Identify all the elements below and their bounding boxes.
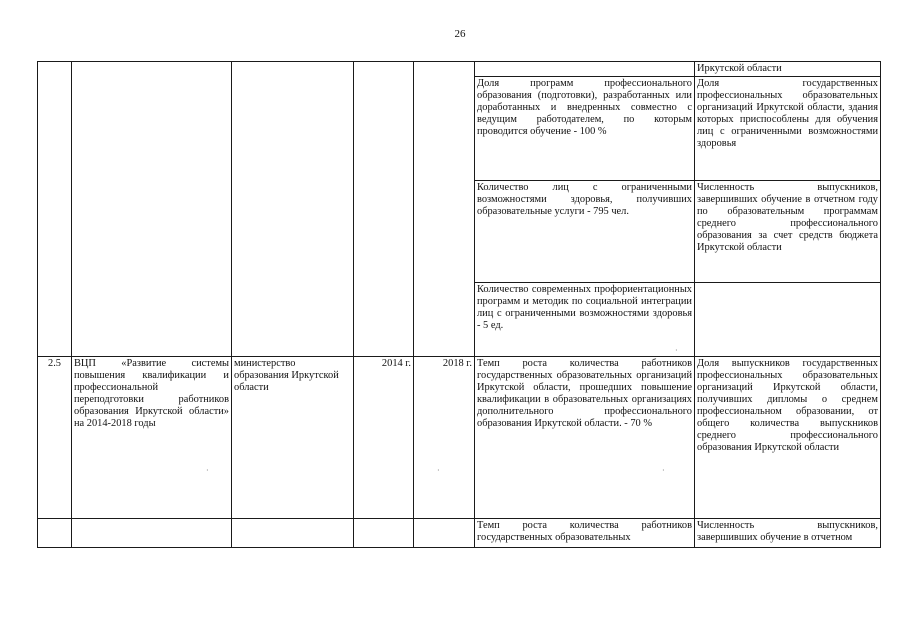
indicator-cell: Иркутской области (695, 62, 881, 77)
scan-speck: · (675, 346, 678, 355)
target-cell: Темп роста количества работников государственных образовательных организаций Иркутской области, прошедших повышение квалификации в образовательных организациях дополнительного профессионального образования Иркутской области. - 70 % (475, 357, 695, 519)
page-number: 26 (454, 28, 466, 40)
end-year-cell (414, 62, 475, 357)
start-year-cell (354, 62, 414, 357)
target-cell: Доля программ профессионального образования (подготовки), разработанных или доработанных и внедренных совместно с ведущим работодателем, по которым проводится обучение - 100 % (475, 77, 695, 181)
executor-cell (232, 519, 354, 548)
end-year-cell (414, 519, 475, 548)
indicator-cell: Численность выпускников, завершивших обучение в отчетном году по образовательным программам среднего профессионального образования за счет средств бюджета Иркутской области (695, 181, 881, 283)
indicator-cell: Доля выпускников государственных профессиональных образовательных организаций Иркутской области, получивших дипломы о среднем профессиональном образовании, от общего количества выпускников среднего профессионального образования Иркутской области (695, 357, 881, 519)
program-name-cell: ВЦП «Развитие системы повышения квалификации и профессиональной переподготовки работников образования Иркутской области» на 2014-2018 годы (72, 357, 232, 519)
num-cell (38, 62, 72, 357)
target-cell (475, 62, 695, 77)
indicator-cell: Доля государственных профессиональных образовательных организаций Иркутской области, здания которых приспособлены для обучения лиц с ограниченными возможностями здоровья (695, 77, 881, 181)
table-row (38, 519, 881, 548)
target-cell: Количество лиц с ограниченными возможностями здоровья, получивших образовательные услуги - 795 чел. (475, 181, 695, 283)
program-table (37, 61, 881, 548)
target-cell: Темп роста количества работников государственных образовательных (475, 519, 695, 548)
num-cell (38, 519, 72, 548)
program-name-cell (72, 519, 232, 548)
scan-speck: · (662, 466, 665, 475)
table-row (38, 62, 881, 77)
executor-cell (232, 62, 354, 357)
table-row (38, 357, 881, 519)
scan-speck: · (437, 466, 440, 475)
target-cell: Количество современных профориентационных программ и методик по социальной интеграции лиц с ограниченными возможностями здоровья - 5 ед. (475, 283, 695, 357)
start-year-cell (354, 519, 414, 548)
executor-cell: министерство образования Иркутской области (232, 357, 354, 519)
indicator-cell (695, 283, 881, 357)
start-year-cell: 2014 г. (354, 357, 414, 519)
end-year-cell: 2018 г. (414, 357, 475, 519)
num-cell: 2.5 (38, 357, 72, 519)
scan-speck: · (206, 466, 209, 475)
program-name-cell (72, 62, 232, 357)
indicator-cell: Численность выпускников, завершивших обучение в отчетном (695, 519, 881, 548)
